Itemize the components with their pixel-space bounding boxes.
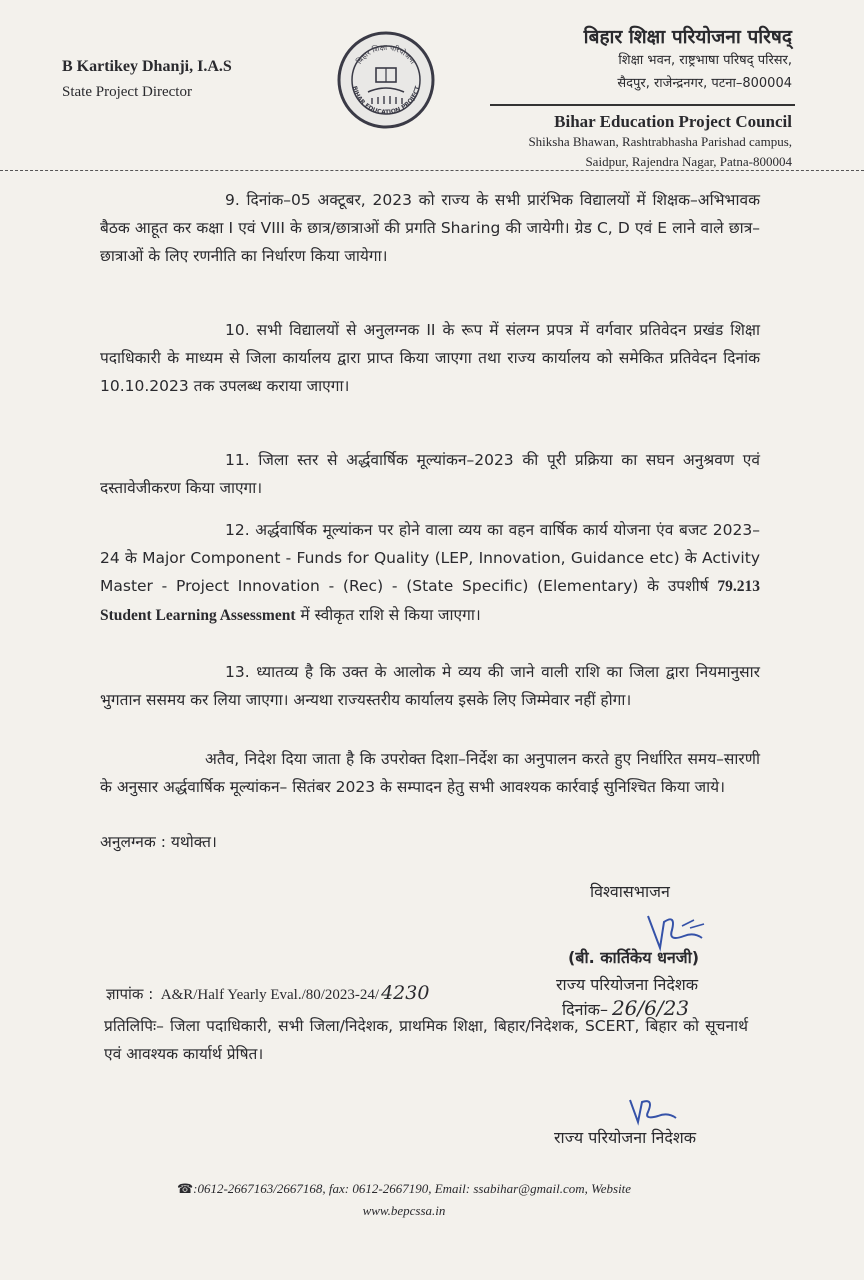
copy-to-label: प्रतिलिपिः– [104, 1017, 164, 1035]
org-header-hindi [492, 26, 792, 95]
signatory-designation: राज्य परियोजना निदेशक [556, 975, 699, 994]
bepc-logo [336, 30, 436, 130]
org-name-hindi: बिहार शिक्षा परियोजना परिषद् [583, 26, 792, 48]
paragraph-12-text-b: में स्वीकृत राशि से किया जाएगा। [295, 606, 481, 624]
memo-number-printed: A&R/Half Yearly Eval./80/2023-24/ [160, 987, 380, 1003]
phone-icon: ☎ [176, 1181, 194, 1196]
paragraph-11: 11. जिला स्तर से अर्द्धवार्षिक मूल्यांकन–2023 की पूरी प्रक्रिया का सघन अनुश्रवण एवं दस्तावेजीकरण किया जाएगा। [100, 451, 760, 497]
copy-to [104, 1012, 748, 1068]
director-title: State Project Director [62, 84, 192, 100]
footer-contact [104, 1178, 704, 1222]
org-name-english: Bihar Education Project Council [554, 112, 792, 131]
paragraph-12 [100, 516, 760, 630]
paragraph-9: 9. दिनांक–05 अक्टूबर, 2023 को राज्य के सभी प्रारंभिक विद्यालयों में शिक्षक–अभिभावक बैठक आहूत कर कक्षा I एवं VIII के छात्र/छात्राओं की प्रगति Sharing की जायेगी। ग्रेड C, D एवं E लाने वाले छात्र–छात्राओं के लिए रणनीति का निर्धारण किया जायेगा। [100, 191, 760, 265]
address-hindi-line2: सैदपुर, राजेन्द्रनगर, पटना–800004 [617, 76, 792, 91]
paragraph-12-budget-head: 79.213 Student Learning Assessment [100, 578, 760, 624]
footer-website: www.bepcssa.in [362, 1203, 446, 1218]
initials-mark [626, 1094, 680, 1128]
address-english-line2: Saidpur, Rajendra Nagar, Patna-800004 [585, 154, 792, 169]
enclosure-note: अनुलग्नक : यथोक्त। [100, 833, 217, 851]
signatory-name: (बी. कार्तिकेय धनजी) [568, 948, 700, 967]
copy-to-text: जिला पदाधिकारी, सभी जिला/निदेशक, प्राथमिक शिक्षा, बिहार/निदेशक, SCERT, बिहार को सूचनार्थ एवं आवश्यक कार्यार्थ प्रेषित। [104, 1017, 748, 1063]
paragraph-13: 13. ध्यातव्य है कि उक्त के आलोक मे व्यय की जाने वाली राशि का जिला द्वारा नियमानुसार भुगतान ससमय कर लिया जाएगा। अन्यथा राज्यस्तरीय कार्यालय इसके लिए जिम्मेवार नहीं होगा। [100, 663, 760, 709]
memo-number [106, 982, 429, 1004]
memo-label: ज्ञापांक : [106, 985, 154, 1003]
paragraph-directive: अतैव, निदेश दिया जाता है कि उपरोक्त दिशा–निर्देश का अनुपालन करते हुए निर्धारित समय–सारणी के अनुसार अर्द्धवार्षिक मूल्यांकन– सितंबर 2023 के सम्पादन हेतु सभी आवश्यक कार्रवाई सुनिश्चित किया जाये। [100, 750, 760, 796]
address-hindi-line1: शिक्षा भवन, राष्ट्रभाषा परिषद् परिसर, [618, 53, 792, 68]
logo-text-bottom: BIHAR EDUCATION PROJECT [350, 85, 422, 117]
letterhead-divider [0, 170, 864, 171]
director-name: B Kartikey Dhanji, I.A.S [62, 58, 232, 75]
footer-contact-line: :0612-2667163/2667168, fax: 0612-2667190, Email: ssabihar@gmail.com, Website [193, 1181, 632, 1196]
header-rule [490, 104, 795, 106]
date-label: दिनांक– [562, 1000, 608, 1019]
paragraph-12-text-a: 12. अर्द्धवार्षिक मूल्यांकन पर होने वाला व्यय का वहन वार्षिक कार्य योजना एंव बजट 2023–24 के Major Component - Funds for Quality (LEP, Innovation, Guidance etc) के Activity Master - Project Innovation - (Rec) - (State Specific) (Elementary) के उपशीर्ष [100, 521, 760, 595]
memo-number-handwritten: 4230 [381, 982, 430, 1004]
address-english-line1: Shiksha Bhawan, Rashtrabhasha Parishad campus, [528, 134, 792, 149]
copy-designation: राज्य परियोजना निदेशक [554, 1128, 697, 1147]
date-handwritten: 26/6/23 [611, 996, 690, 1020]
paragraph-10: 10. सभी विद्यालयों से अनुलग्नक II के रूप में संलग्न प्रपत्र में वर्गवार प्रतिवेदन प्रखंड शिक्षा पदाधिकारी के माध्यम से जिला कार्यालय द्वारा प्राप्त किया जाएगा तथा राज्य कार्यालय को समेकित प्रतिवेदन दिनांक 10.10.2023 तक उपलब्ध कराया जाएगा। [100, 321, 760, 395]
org-header-english [452, 112, 792, 172]
closing-salutation: विश्वासभाजन [590, 882, 670, 901]
logo-text-top: बिहार शिक्षा परियोजना [354, 42, 418, 66]
